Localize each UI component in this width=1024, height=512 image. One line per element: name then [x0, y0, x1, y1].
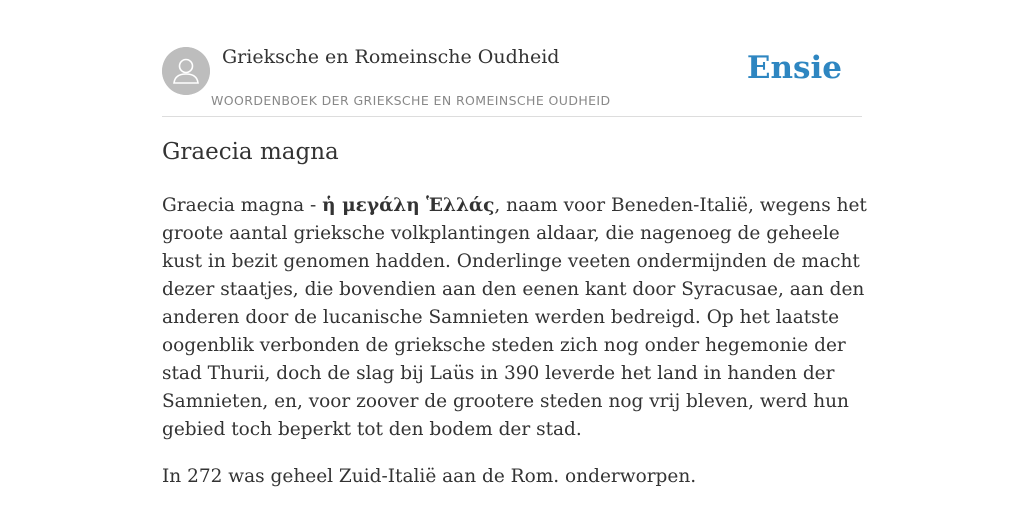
entry-title: Graecia magna	[162, 139, 339, 165]
source-title[interactable]: Grieksche en Romeinsche Oudheid	[222, 46, 560, 68]
source-header	[162, 0, 862, 117]
greek-term: ἡ μεγάλη Ἑλλάς	[322, 195, 495, 216]
page-container	[162, 0, 867, 487]
entry-text: , naam voor Beneden-Italië, wegens het groote aantal grieksche volkplantingen aldaar, die nagenoeg de geheele kust in bezit genomen hadden. Onderlinge veeten ondermijnden de macht dezer staatjes, die bovendien aan den eenen kant door Syracusae, aan den anderen door de lucanische Samnieten werden bedreigd. Op het laatste oogenblik verbonden de grieksche steden zich nog onder hegemonie der stad Thurii, doch de slag bij Laüs in 390 leverde het land in handen der Samnieten, en, voor zoover de grootere steden nog vrij bleven, werd hun gebied toch beperkt tot den bodem der stad.	[162, 195, 867, 440]
ensie-logo[interactable]: Ensie	[746, 50, 842, 86]
entry-lead: Graecia magna -	[162, 195, 323, 216]
user-avatar-icon[interactable]	[162, 47, 210, 95]
source-subtitle: WOORDENBOEK DER GRIEKSCHE EN ROMEINSCHE OUDHEID	[211, 93, 611, 108]
entry-paragraph	[162, 192, 868, 444]
entry-body	[162, 192, 868, 510]
entry-paragraph: In 272 was geheel Zuid-Italië aan de Rom. onderworpen.	[162, 466, 697, 487]
